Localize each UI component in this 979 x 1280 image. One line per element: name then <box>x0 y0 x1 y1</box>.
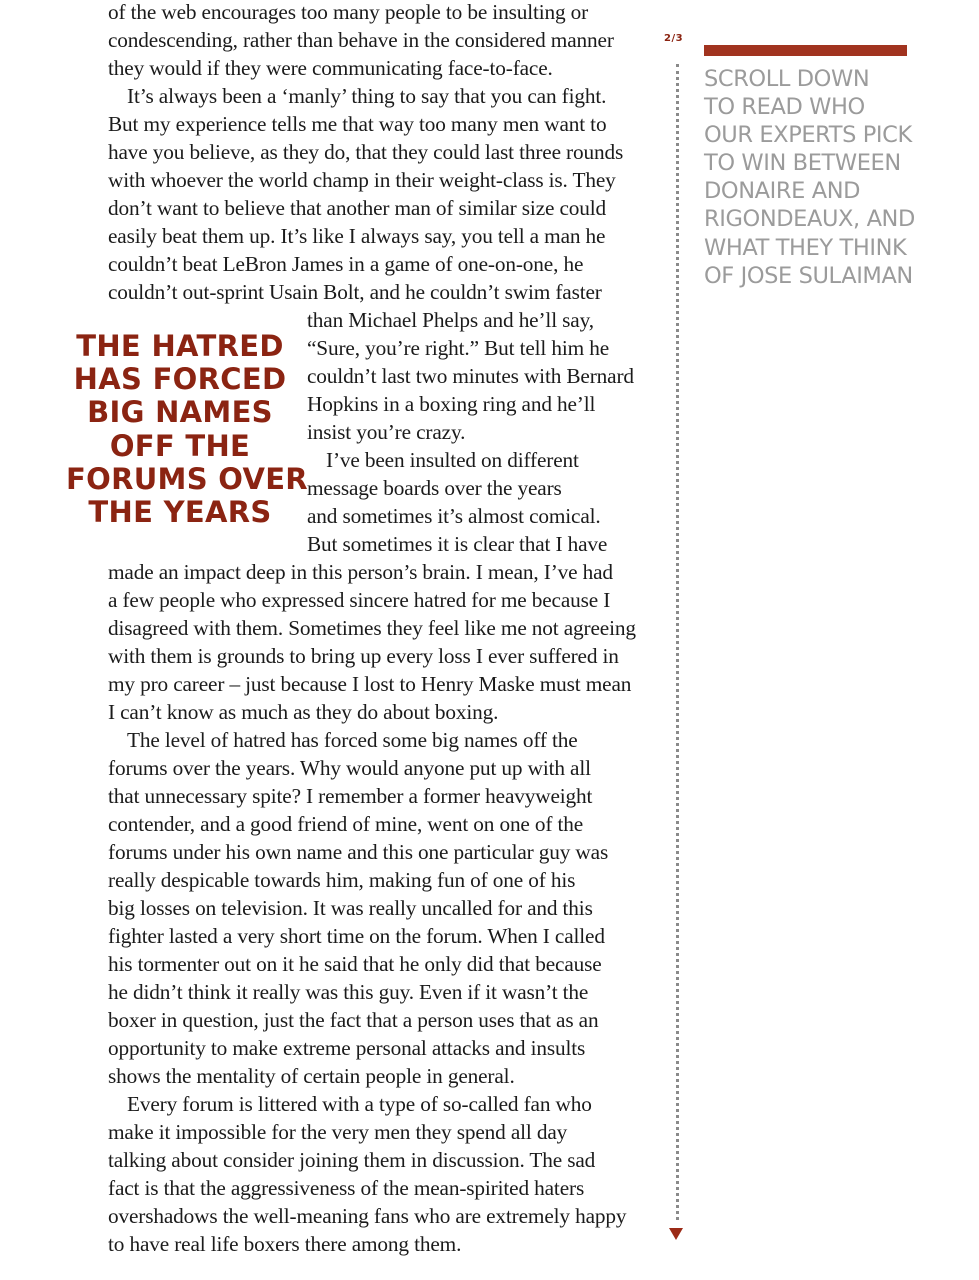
pull-quote-line: BIG NAMES <box>87 395 273 430</box>
article-line: and sometimes it’s almost comical. <box>307 504 601 528</box>
article-line: made an impact deep in this person’s brain. I mean, I’ve had <box>108 560 613 584</box>
article-line: contender, and a good friend of mine, went on one of the <box>108 812 584 836</box>
article-line: my pro career – just because I lost to Henry Maske must mean <box>108 672 632 696</box>
article-line: forums over the years. Why would anyone put up with all <box>108 756 591 780</box>
scroll-down-note <box>704 65 924 290</box>
article-line: big losses on television. It was really uncalled for and this <box>108 896 593 920</box>
article-line: But my experience tells me that way too many men want to <box>108 112 607 136</box>
article-line: forums under his own name and this one particular guy was <box>108 840 609 864</box>
sidebar-note-line: RIGONDEAUX, AND <box>704 206 915 233</box>
article-line: I’ve been insulted on different <box>326 448 579 472</box>
article-line: couldn’t out-sprint Usain Bolt, and he couldn’t swim faster <box>108 280 602 304</box>
scroll-down-arrow-icon[interactable] <box>669 1228 683 1240</box>
article-line: But sometimes it is clear that I have <box>307 532 608 556</box>
pull-quote-line: FORUMS OVER <box>66 461 308 496</box>
article-line: I can’t know as much as they do about boxing. <box>108 700 499 724</box>
article-line: make it impossible for the very men they spend all day <box>108 1120 568 1144</box>
pull-quote-line: THE YEARS <box>88 495 272 530</box>
article-line: boxer in question, just the fact that a person uses that as an <box>108 1008 599 1032</box>
article-line: It’s always been a ‘manly’ thing to say that you can fight. <box>127 84 607 108</box>
article-line: message boards over the years <box>307 476 562 500</box>
pull-quote <box>66 329 308 530</box>
article-line: his tormenter out on it he said that he only did that because <box>108 952 602 976</box>
sidebar-note-line: DONAIRE AND <box>704 178 861 205</box>
article-line: couldn’t last two minutes with Bernard <box>307 364 634 388</box>
article-line: insist you’re crazy. <box>307 420 466 444</box>
article-line: talking about consider joining them in discussion. The sad <box>108 1148 596 1172</box>
article-line: The level of hatred has forced some big names off the <box>127 728 578 752</box>
article-line: have you believe, as they do, that they could last three rounds <box>108 140 624 164</box>
article-line: Every forum is littered with a type of so-called fan who <box>127 1092 592 1116</box>
pull-quote-line: OFF THE <box>109 428 251 463</box>
article-line: of the web encourages too many people to be insulting or <box>108 0 589 24</box>
sidebar-note-line: OF JOSE SULAIMAN <box>704 262 913 289</box>
article-line: fact is that the aggressiveness of the mean-spirited haters <box>108 1176 585 1200</box>
article-line: easily beat them up. It’s like I always say, you tell a man he <box>108 224 606 248</box>
pull-quote-line: THE HATRED <box>76 329 284 363</box>
article-line: to have real life boxers there among them. <box>108 1232 462 1256</box>
article-line: that unnecessary spite? I remember a former heavyweight <box>108 784 593 808</box>
sidebar-note-line: WHAT THEY THINK <box>704 234 907 261</box>
article-line: couldn’t beat LeBron James in a game of one-on-one, he <box>108 252 584 276</box>
sidebar-note-line: TO WIN BETWEEN <box>704 150 901 177</box>
article-line: he didn’t think it really was this guy. Even if it wasn’t the <box>108 980 589 1004</box>
sidebar-note-line: TO READ WHO <box>704 94 865 121</box>
article-line: than Michael Phelps and he’ll say, <box>307 308 594 332</box>
sidebar-note-line: OUR EXPERTS PICK <box>704 122 912 149</box>
sidebar-accent-bar <box>704 45 907 56</box>
article-line: Hopkins in a boxing ring and he’ll <box>307 392 596 416</box>
sidebar-note-line: SCROLL DOWN <box>704 66 870 92</box>
scroll-track[interactable] <box>676 64 679 1220</box>
article-line: don’t want to believe that another man of similar size could <box>108 196 607 220</box>
article-line: shows the mentality of certain people in general. <box>108 1064 515 1088</box>
article-line: with them is grounds to bring up every loss I ever suffered in <box>108 644 619 668</box>
pull-quote-line: HAS FORCED <box>73 362 287 397</box>
article-line: with whoever the world champ in their weight-class is. They <box>108 168 616 192</box>
article-line: a few people who expressed sincere hatred for me because I <box>108 588 611 612</box>
article-line: fighter lasted a very short time on the forum. When I called <box>108 924 605 948</box>
article-line: overshadows the well-meaning fans who are extremely happy <box>108 1204 627 1228</box>
article-line: “Sure, you’re right.” But tell him he <box>307 336 609 360</box>
article-line: really despicable towards him, making fun of one of his <box>108 868 576 892</box>
article-line: condescending, rather than behave in the considered manner <box>108 28 614 52</box>
article-line: they would if they were communicating face-to-face. <box>108 56 553 80</box>
article-line: disagreed with them. Sometimes they feel like me not agreeing <box>108 616 636 640</box>
article-line: opportunity to make extreme personal attacks and insults <box>108 1036 586 1060</box>
page-indicator: 2/3 <box>664 33 684 44</box>
